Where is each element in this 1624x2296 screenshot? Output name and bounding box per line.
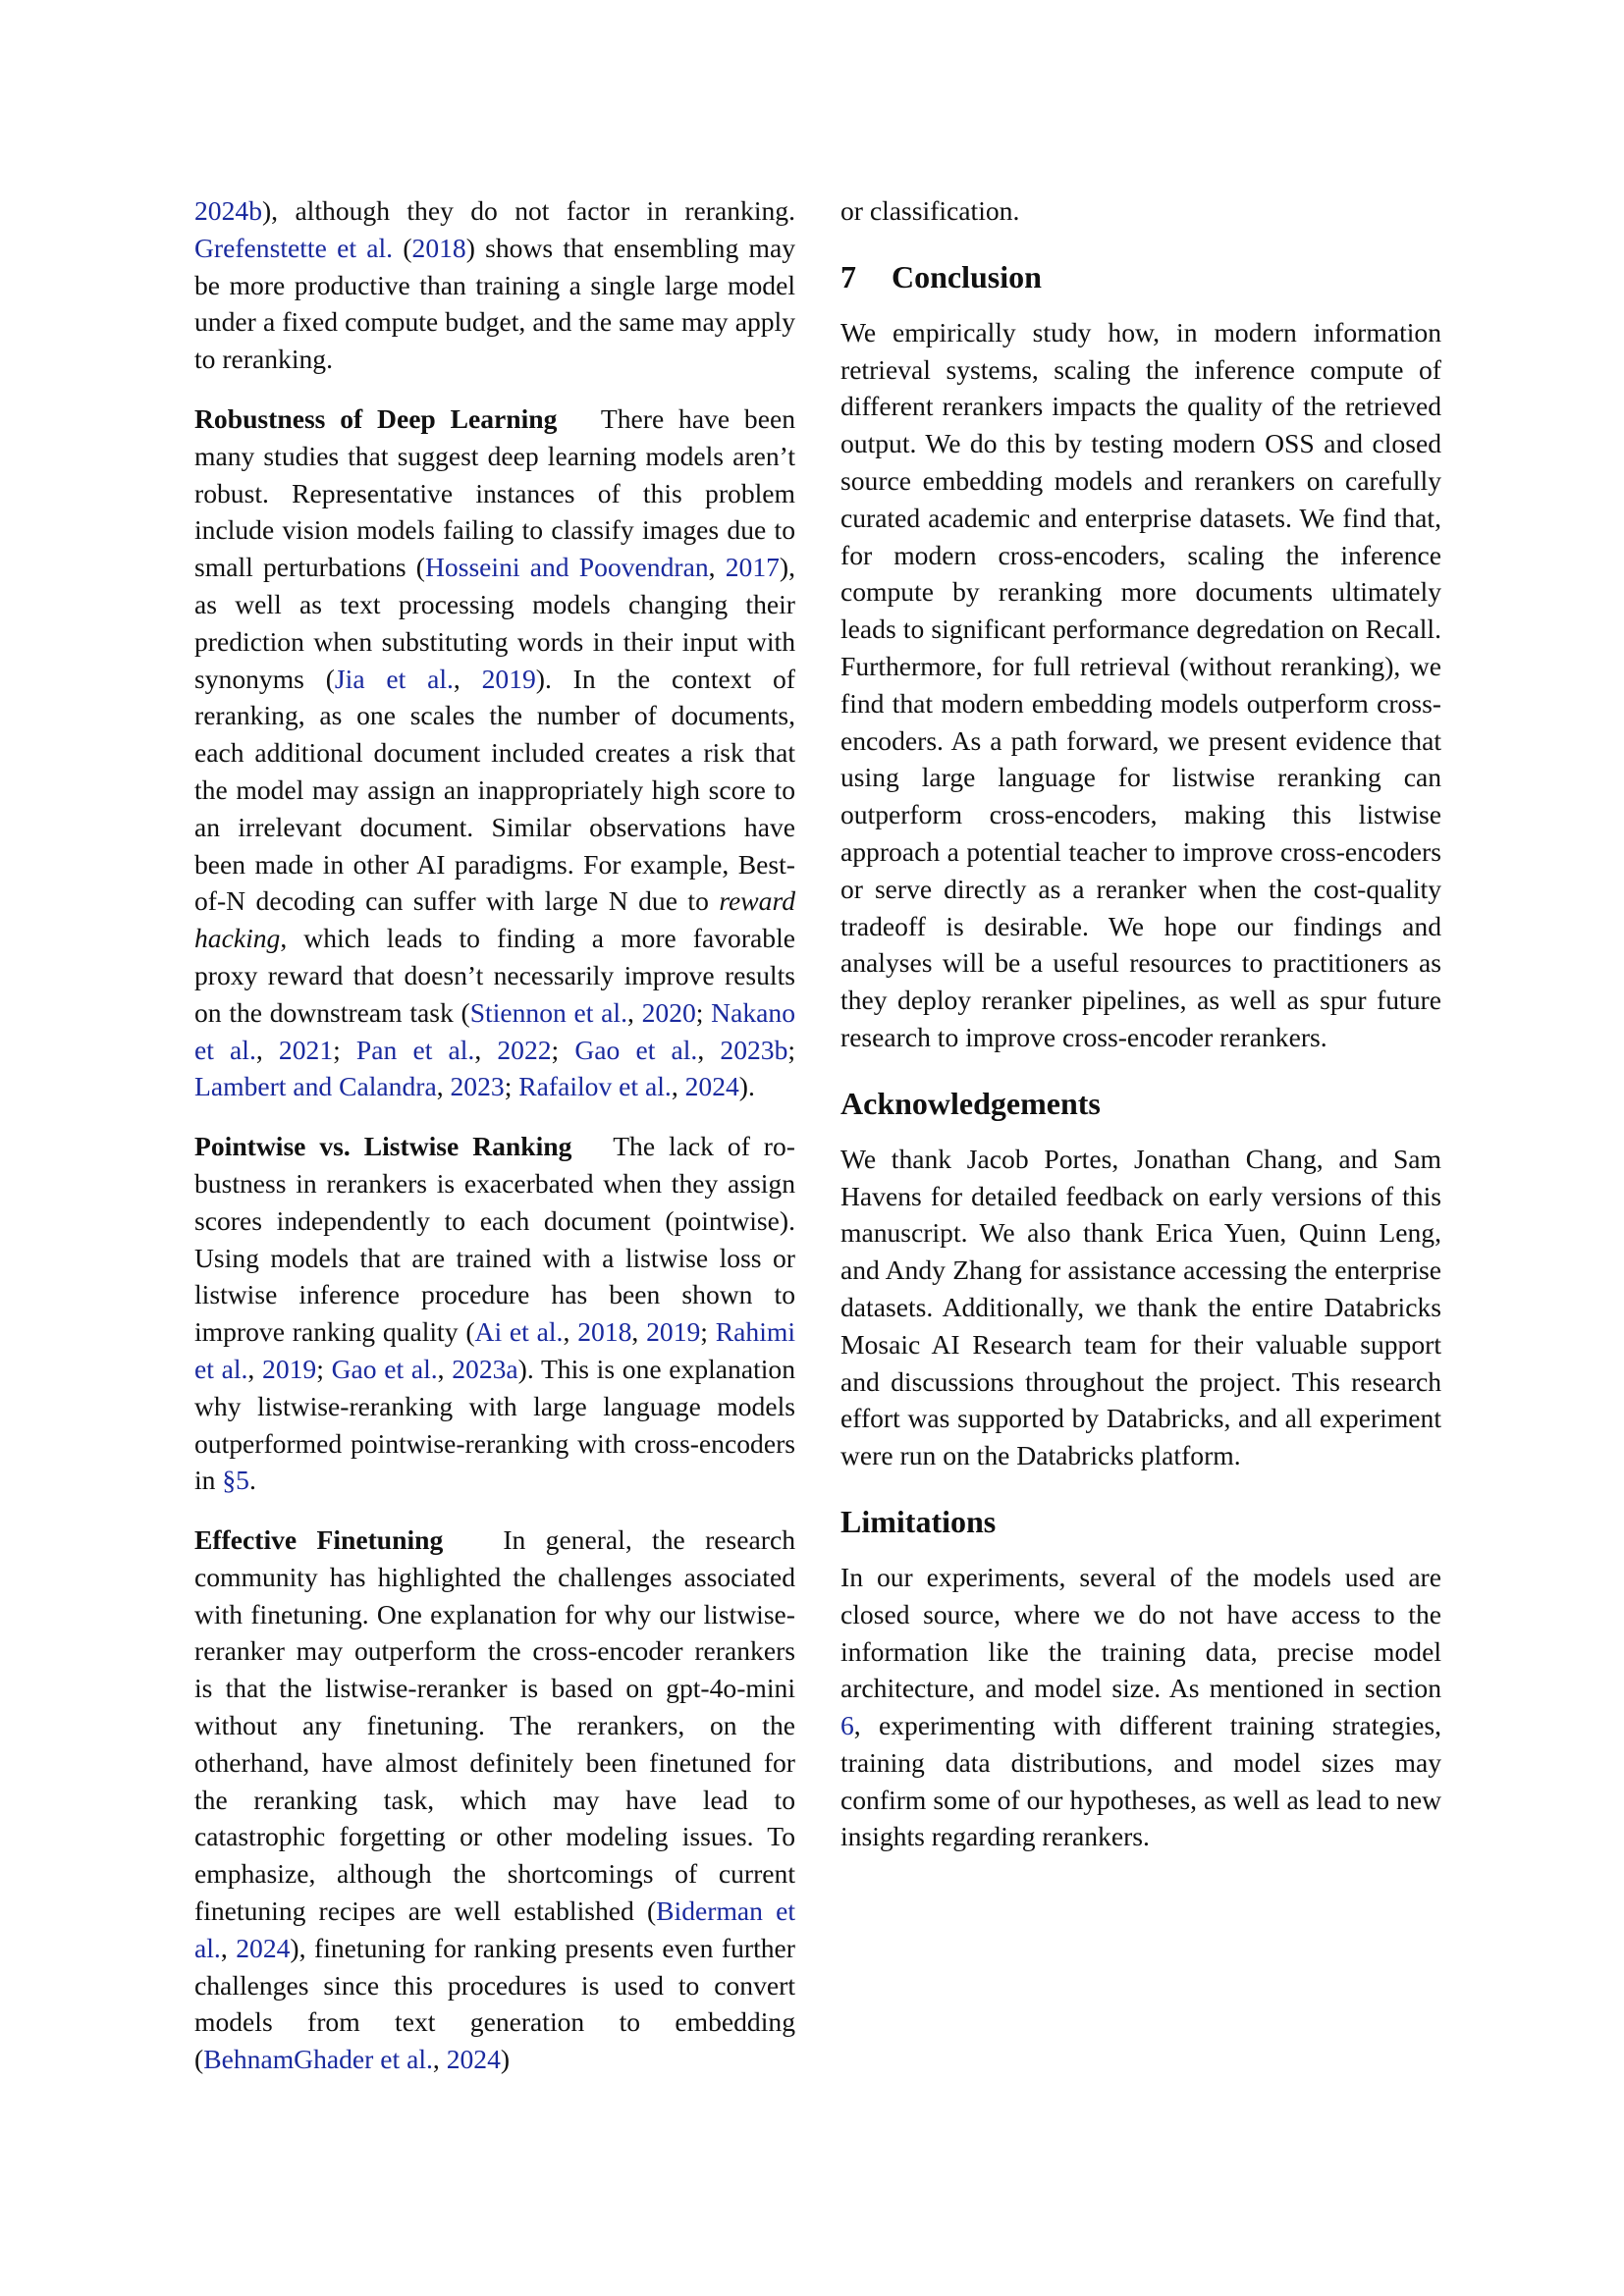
citation-link[interactable]: Rahimi et al. [194, 1316, 796, 1384]
citation-link[interactable]: 2024 [684, 1071, 739, 1102]
text-run: ; [316, 1353, 332, 1384]
effective-finetuning-paragraph [194, 1522, 795, 2078]
conclusion-section-number: 7 [840, 258, 856, 294]
citation-link[interactable]: Gao et al. [331, 1353, 438, 1384]
citation-link[interactable]: 2019 [646, 1316, 701, 1348]
text-run: We thank Jacob Portes, Jonathan Chang, and Sam Havens for detailed feedback on early versions of this manuscript. We also thank Erica Yuen, Quinn Leng, and Andy Zhang for assistance accessing the enterprise datasets. Additionally, we thank the entire Databricks Mosaic AI Research team for their valuable support and discussions throughout the project. This research effort was supported by Databricks, and all experiment were run on the Databricks platform. [840, 1143, 1441, 1471]
pointwise-listwise-body [194, 1131, 795, 1495]
text-run: , [631, 1316, 647, 1348]
citation-link[interactable]: Stiennon et al. [469, 996, 627, 1028]
text-run: ; [504, 1071, 519, 1102]
right-column [840, 192, 1441, 1855]
text-run: In our experiments, several of the models used are closed source, where we do not have access to the information like the training data, precise model architecture, and model size. As mentioned in section [840, 1561, 1441, 1704]
conclusion-heading [840, 257, 1441, 296]
citation-link[interactable]: 2023 [450, 1071, 505, 1102]
citation-link[interactable]: Nakano et al. [194, 996, 795, 1065]
citation-link[interactable]: 2024 [446, 2044, 501, 2075]
text-run: ), although they do not factor in reranking. [261, 195, 795, 226]
text-run: . [248, 1465, 256, 1496]
robustness-heading: Robustness of Deep Learning [194, 402, 558, 434]
citation-link[interactable]: 6 [840, 1710, 854, 1741]
text-run: ; [787, 1034, 796, 1065]
acknowledgements-heading: Acknowledgements [840, 1085, 1101, 1121]
text-run: ( [393, 232, 412, 263]
text-run: ). In the context of reranking, as one scales the number of documents, each additional document included creates a risk that the model may assign an inappropriately high score to an irrelevant document. Similar observations have been made in other AI paradigms. For example, Best-of-N decoding can suffer with large N due to [194, 663, 795, 917]
robustness-paragraph [194, 400, 795, 1105]
text-run: , [436, 1071, 451, 1102]
citation-link[interactable]: 2023a [452, 1353, 518, 1384]
text-run: The lack of robustness in rerankers is exacerbated when they assign scores independently to each document (pointwise). Using models that are trained with a listwise loss or listwise inference procedure has been shown to improve ranking quality ( [194, 1131, 795, 1348]
citation-link[interactable]: 2019 [262, 1353, 317, 1384]
citation-link[interactable]: Pan et al. [355, 1034, 475, 1065]
text-run: , [432, 2044, 447, 2075]
citation-link[interactable]: 2019 [481, 663, 536, 694]
text-run: ). [738, 1071, 755, 1102]
citation-link[interactable]: 2024 [236, 1932, 291, 1963]
text-run: , [437, 1353, 453, 1384]
pointwise-listwise-paragraph [194, 1128, 795, 1499]
citation-link[interactable]: 2018 [411, 232, 466, 263]
text-run: We empirically study how, in modern information retrieval systems, scaling the inference compute of different rerankers impacts the quality of the retrieved output. We do this by testing modern OSS and closed source embedding models and rerankers on carefully curated academic and enterprise datasets. We find that, for modern cross-encoders, scaling the inference compute by reranking more documents ultimately leads to significant performance degredation on Recall. Furthermore, for full retrieval (without reranking), we find that modern embedding models outperform cross-encoders. As a path forward, we present evidence that using large language for listwise reranking can outperform cross-encoders, making this listwise approach a potential teacher to improve cross-encoders or serve directly as a reranker when the cost-quality tradeoff is desirable. We hope our findings and analyses will be a useful resources to practitioners as they deploy reranker pipelines, as well as spur future research to improve cross-encoder rerankers. [840, 316, 1441, 1052]
limitations-heading: Limitations [840, 1503, 997, 1539]
text-run: , [671, 1071, 685, 1102]
citation-link[interactable]: Ai et al. [474, 1316, 564, 1348]
text-run: , [255, 1034, 279, 1065]
citation-link[interactable]: 2022 [497, 1034, 552, 1065]
text-run: ), finetuning for ranking presents even further challenges since this procedures is used to convert models from text generation to embedding ( [194, 1932, 795, 2075]
text-run: , [474, 1034, 498, 1065]
citation-link[interactable]: Jia et al. [334, 663, 454, 694]
citation-link[interactable]: 2017 [725, 552, 780, 583]
conclusion-title: Conclusion [892, 258, 1042, 294]
citation-link[interactable]: BehnamGhader et al. [203, 2044, 433, 2075]
text-run: In general, the research community has highlighted the challenges associated with finetuning. One explanation for why our listwise-reranker may outperform the cross-encoder rerankers is that the listwise-reranker is based on gpt-4o-mini without any finetuning. The rerankers, on the otherhand, have almost definitely been finetuned for the reranking task, which may have lead to catastrophic forgetting or other modeling issues. To emphasize, although the shortcomings of current finetuning recipes are well established ( [194, 1524, 796, 1927]
text-run: ). This is one explanation why listwise-reranking with large language models outperformed pointwise-reranking with cross-encoders in [194, 1353, 796, 1496]
text-run: , [453, 663, 482, 694]
citation-link[interactable]: Hosseini and Poovendran [424, 552, 709, 583]
carryover-text: or classification. [840, 195, 1020, 226]
text-run: , [563, 1316, 578, 1348]
text-run: ) [500, 2044, 511, 2075]
text-run: , [697, 1034, 721, 1065]
citation-link[interactable]: §5 [222, 1465, 249, 1496]
citation-link[interactable]: 2021 [278, 1034, 334, 1065]
text-run: There have been many studies that suggest deep learning models aren’t robust. Representative instances of this problem include vision models failing to classify images due to small perturbations ( [194, 402, 796, 583]
text-run: , experimenting with different training strategies, training data distributions, and model sizes may confirm some of our hypotheses, as well as lead to new insights regarding rerankers. [840, 1710, 1441, 1852]
text-run: , [220, 1932, 237, 1963]
citation-link[interactable]: Gao et al. [574, 1034, 698, 1065]
citation-link[interactable]: 2018 [577, 1316, 632, 1348]
left-column [194, 192, 795, 2078]
citation-link[interactable]: Rafailov et al. [518, 1071, 672, 1102]
text-run: ), as well as text processing models changing their prediction when substituting words in their input with synonyms ( [194, 552, 796, 694]
citation-link[interactable]: Grefenstette et al. [194, 232, 394, 263]
robustness-body [194, 403, 795, 1101]
limitations-paragraph [840, 1559, 1441, 1855]
text-run: ; [333, 1034, 356, 1065]
text-run: ; [700, 1316, 716, 1348]
effective-finetuning-heading: Effective Finetuning [194, 1524, 444, 1556]
citation-link[interactable]: 2020 [641, 996, 696, 1028]
text-run: ; [695, 996, 712, 1028]
emphasized-text: reward hacking [194, 885, 795, 954]
text-run: ; [551, 1034, 575, 1065]
related-work-intro-paragraph [194, 192, 795, 378]
text-run: , [247, 1353, 263, 1384]
pointwise-listwise-heading: Pointwise vs. Listwise Ranking [194, 1131, 572, 1162]
acknowledgements-paragraph [840, 1141, 1441, 1474]
citation-link[interactable]: Lambert and Calandra [194, 1071, 437, 1102]
text-run: , [708, 552, 726, 583]
effective-finetuning-body [194, 1524, 795, 2074]
text-run: , which leads to finding a more favorable proxy reward that doesn’t necessarily improve results on the downstream task ( [194, 923, 795, 1028]
citation-link[interactable]: Biderman et al. [194, 1896, 796, 1963]
conclusion-paragraph [840, 314, 1441, 1056]
text-run: , [626, 996, 642, 1028]
citation-link[interactable]: 2023b [720, 1034, 788, 1065]
text-run: ) shows that ensembling may be more productive than training a single large model under a fixed compute budget, and the same may apply to reranking. [194, 232, 795, 375]
citation-link[interactable]: 2024b [194, 195, 262, 226]
